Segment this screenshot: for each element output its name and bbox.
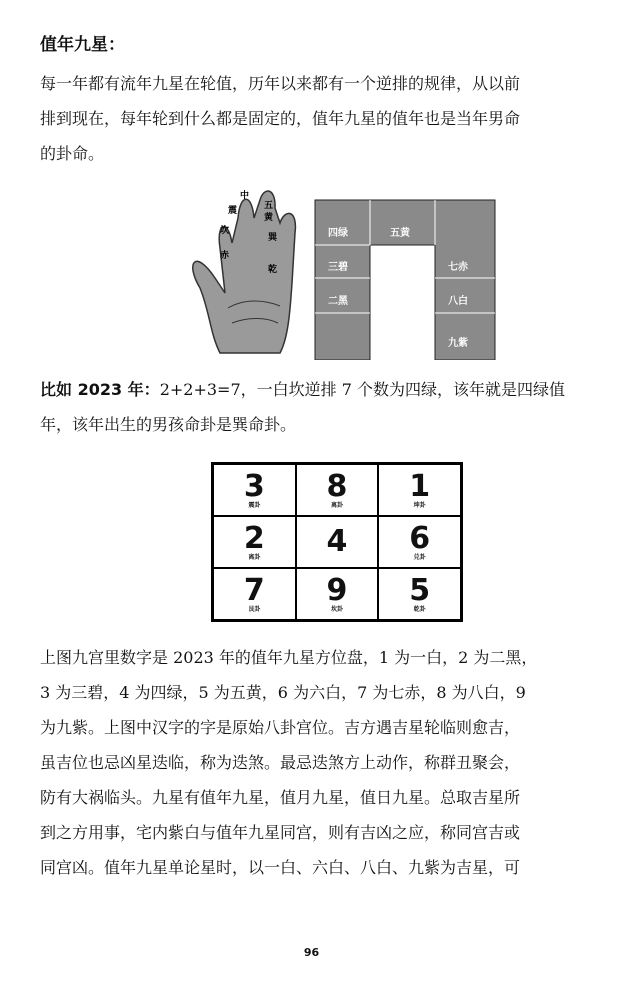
cell-trigram: 离卦 [248, 553, 261, 561]
text-line: 2+2+3=7，一白坎逆排 7 个数为四绿，该年就是四绿值 [159, 380, 565, 399]
cell-number: 7 [243, 572, 265, 608]
intro-paragraph [40, 66, 600, 171]
text-line: 排到现在，每年轮到什么都是固定的，值年九星的值年也是当年男命 [40, 109, 521, 128]
cell-number: 4 [326, 524, 348, 559]
cell-number: 6 [409, 520, 431, 556]
hand-palace-figure [180, 188, 500, 360]
text-line: 虽吉位也忌凶星迭临，称为迭煞。最忌迭煞方上动作，称群丑聚会， [40, 753, 521, 772]
example-paragraph [40, 372, 600, 442]
text-line: 上图九宫里数字是 2023 年的值年九星方位盘，1 为一白，2 为二黑， [40, 648, 538, 667]
text-line: 防有大祸临头。九星有值年九星，值月九星，值日九星。总取吉星所 [40, 788, 521, 807]
cell-trigram: 震卦 [248, 501, 261, 509]
board-label: 三碧 [328, 262, 348, 273]
grid-cell [296, 464, 379, 516]
board-label: 五黄 [390, 228, 410, 239]
example-lead: 比如 2023 年： [40, 380, 160, 399]
cell-number: 2 [243, 520, 265, 556]
text-line: 为九紫。上图中汉字的字是原始八卦宫位。吉方遇吉星轮临则愈吉， [40, 718, 521, 737]
grid-cell [378, 568, 461, 620]
board-label: 二黑 [328, 296, 348, 307]
cell-trigram: 兑卦 [413, 553, 426, 561]
text-line: 到之方用事，宅内紫白与值年九星同宫，则有吉凶之应，称同宫吉或 [40, 823, 521, 842]
cell-trigram: 离卦 [330, 501, 343, 509]
grid-cell [378, 464, 461, 516]
cell-number: 8 [326, 468, 348, 504]
hand-label: 乾 [268, 265, 278, 275]
cell-trigram: 坎卦 [330, 605, 343, 613]
cell-trigram: 坤卦 [413, 501, 426, 509]
text-line: 的卦命。 [40, 144, 105, 163]
hand-label: 五 [264, 201, 274, 211]
section-heading: 值年九星： [40, 35, 125, 55]
board-label: 八白 [448, 296, 468, 307]
palace-board [315, 200, 495, 360]
board-label: 七赤 [448, 262, 468, 273]
explanation-paragraph [40, 640, 600, 885]
grid-cell [213, 464, 296, 516]
grid-cell [296, 568, 379, 620]
text-line: 3 为三碧，4 为四绿，5 为五黄，6 为六白，7 为七赤，8 为八白，9 [40, 683, 526, 702]
hand-label: 黄 [264, 213, 274, 223]
cell-trigram: 艮卦 [248, 605, 261, 613]
grid-cell [213, 516, 296, 568]
page-number: 96 [303, 946, 320, 959]
hand-label: 震 [228, 206, 238, 216]
hand-label: 赤 [220, 251, 230, 261]
cell-number: 1 [409, 468, 431, 504]
text-line: 同宫凶。值年九星单论星时，以一白、六白、八白、九紫为吉星，可 [40, 858, 521, 877]
cell-trigram: 乾卦 [413, 605, 426, 613]
hand-label: 坎 [220, 226, 230, 236]
board-label: 四绿 [328, 228, 348, 239]
text-line: 年，该年出生的男孩命卦是巽命卦。 [40, 415, 297, 434]
text-line: 每一年都有流年九星在轮值，历年以来都有一个逆排的规律，从以前 [40, 74, 521, 93]
grid-cell [213, 568, 296, 620]
cell-number: 9 [326, 572, 348, 608]
cell-number: 3 [243, 468, 265, 504]
hand-label: 巽 [268, 233, 278, 243]
hand-image [193, 191, 296, 353]
board-label: 九紫 [448, 338, 468, 349]
grid-cell [296, 516, 379, 568]
hand-label: 中 [240, 191, 250, 201]
nine-palace-grid [211, 462, 463, 622]
cell-number: 5 [409, 572, 431, 608]
grid-cell [378, 516, 461, 568]
